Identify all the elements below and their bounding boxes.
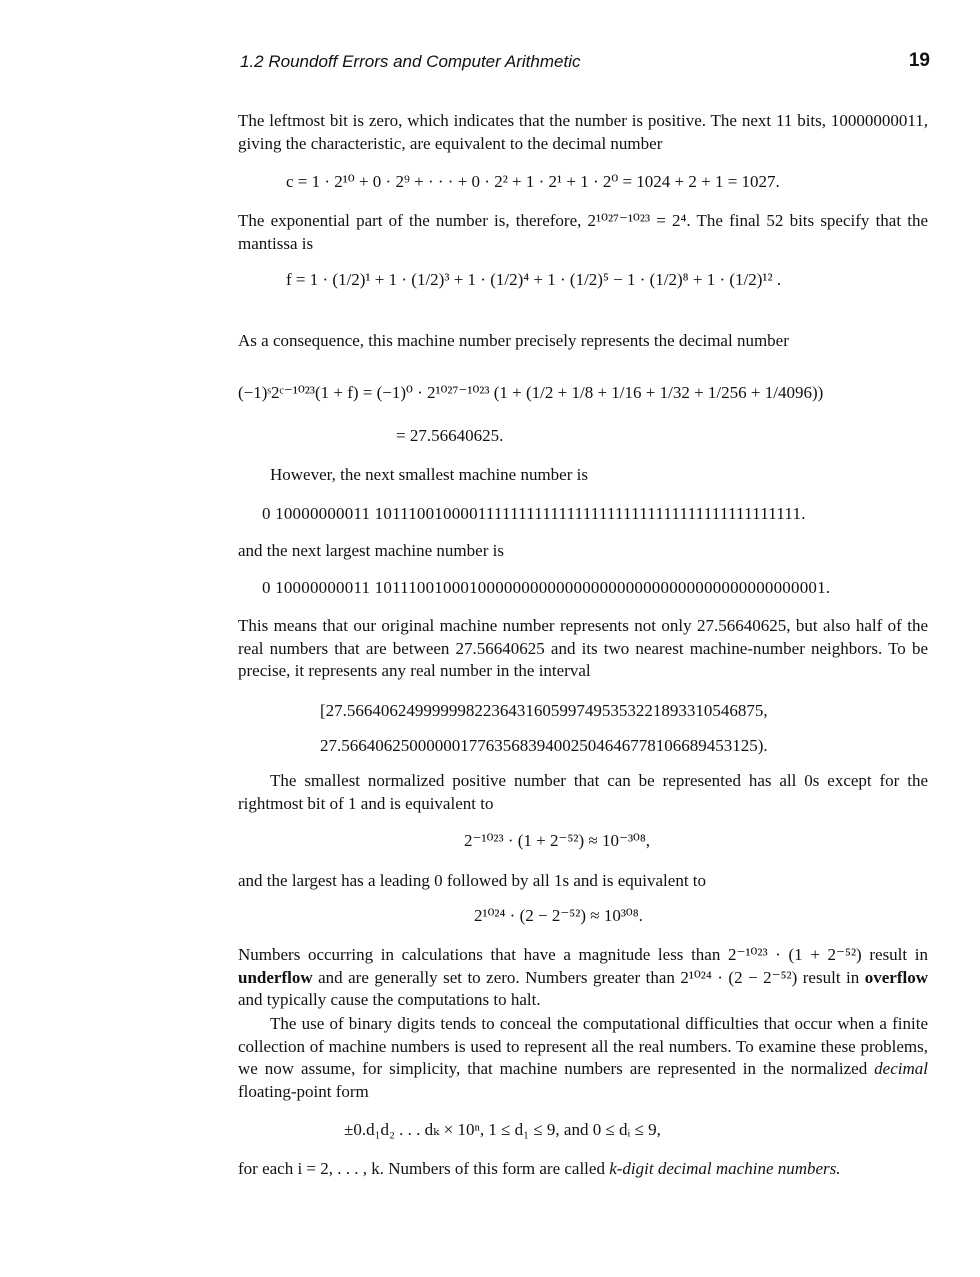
- interval-upper: 27.5664062500000017763568394002504646778106689453125).: [320, 736, 768, 755]
- term-overflow: overflow: [864, 967, 928, 987]
- paragraph-10-part-b: floating-point form: [238, 1081, 369, 1101]
- term-decimal: decimal: [874, 1059, 928, 1078]
- paragraph-11: [238, 1158, 928, 1181]
- paragraph-4: However, the next smallest machine number is: [270, 465, 588, 484]
- paragraph-2: The exponential part of the number is, therefore, 2¹⁰²⁷⁻¹⁰²³ = 2⁴. The final 52 bits specify that the mantissa is: [238, 211, 928, 253]
- section-title: 1.2 Roundoff Errors and Computer Arithmetic: [240, 52, 581, 71]
- paragraph-1: The leftmost bit is zero, which indicates that the number is positive. The next 11 bits, 10000000011, giving the characteristic, are equivalent to the decimal number: [238, 111, 928, 153]
- paragraph-7: The smallest normalized positive number that can be represented has all 0s except for the rightmost bit of 1 and is equivalent to: [238, 771, 928, 813]
- paragraph-10-part-a: The use of binary digits tends to conceal the computational difficulties that occur when a finite collection of machine numbers is used to represent all the real numbers. To examine these problems, we now assume, for simplicity, that machine numbers are represented in the normalized: [238, 1014, 928, 1078]
- equation-decimal-result: = 27.56640625.: [396, 426, 504, 445]
- paragraph-6: This means that our original machine number represents not only 27.56640625, but also half of the real numbers that are between 27.56640625 and its two nearest machine-number neighbors. To be precise, it represents any real number in the interval: [238, 616, 928, 680]
- paragraph-9-part-a: Numbers occurring in calculations that have a magnitude less than 2⁻¹⁰²³ · (1 + 2⁻⁵²) result in: [238, 945, 928, 964]
- term-k-digit-decimal-machine-numbers: k-digit decimal machine numbers.: [609, 1159, 841, 1178]
- paragraph-9-part-c: and typically cause the computations to halt.: [238, 990, 541, 1009]
- paragraph-8: and the largest has a leading 0 followed by all 1s and is equivalent to: [238, 871, 707, 890]
- equation-decimal-form: ±0.d₁d₂ . . . dₖ × 10ⁿ, 1 ≤ d₁ ≤ 9, and 0 ≤ dᵢ ≤ 9,: [344, 1120, 661, 1139]
- equation-largest: 2¹⁰²⁴ · (2 − 2⁻⁵²) ≈ 10³⁰⁸.: [474, 906, 643, 925]
- bit-string-smaller: 0 10000000011 1011100100001111111111111111111111111111111111111111.: [262, 504, 806, 523]
- equation-mantissa: f = 1 · (1/2)¹ + 1 · (1/2)³ + 1 · (1/2)⁴ + 1 · (1/2)⁵ − 1 · (1/2)⁸ + 1 · (1/2)¹² .: [286, 270, 782, 289]
- bit-string-larger: 0 10000000011 1011100100010000000000000000000000000000000000000001.: [262, 578, 831, 597]
- paragraph-11-part-a: for each i = 2, . . . , k. Numbers of this form are called: [238, 1159, 610, 1178]
- paragraph-10: [238, 1013, 928, 1103]
- paragraph-5: and the next largest machine number is: [238, 541, 504, 560]
- equation-smallest: 2⁻¹⁰²³ · (1 + 2⁻⁵²) ≈ 10⁻³⁰⁸,: [464, 831, 651, 850]
- paragraph-9-part-b: and are generally set to zero. Numbers greater than 2¹⁰²⁴ · (2 − 2⁻⁵²) result in: [312, 967, 865, 987]
- paragraph-9: [238, 944, 928, 1012]
- equation-characteristic: c = 1 · 2¹⁰ + 0 · 2⁹ + · · · + 0 · 2² + 1 · 2¹ + 1 · 2⁰ = 1024 + 2 + 1 = 1027.: [286, 172, 780, 191]
- page-number: 19: [908, 50, 930, 71]
- equation-decimal-value: (−1)ˢ2ᶜ⁻¹⁰²³(1 + f) = (−1)⁰ · 2¹⁰²⁷⁻¹⁰²³ (1 + (1/2 + 1/8 + 1/16 + 1/32 + 1/256 + 1/4096)): [238, 383, 824, 402]
- paragraph-3: As a consequence, this machine number precisely represents the decimal number: [238, 331, 789, 350]
- term-underflow: underflow: [238, 967, 313, 987]
- running-header: [240, 50, 930, 78]
- interval-lower: [27.5664062499999982236431605997495353221893310546875,: [320, 701, 768, 720]
